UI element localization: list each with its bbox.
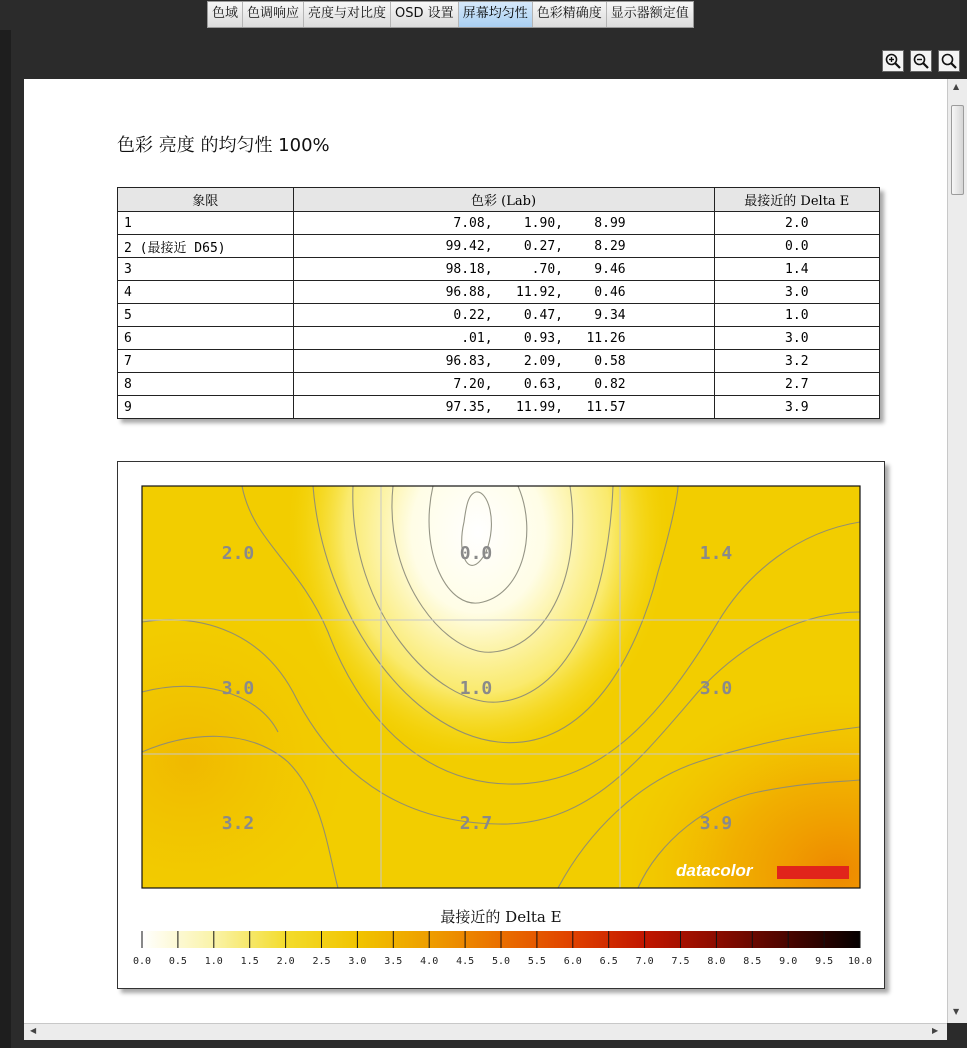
scale-tick-label: 4.5 (456, 956, 475, 967)
scale-title: 最接近的 Delta E (440, 908, 562, 926)
cell-value-label: 3.0 (699, 678, 733, 699)
top-bar (0, 0, 967, 30)
scale-tick-label: 5.0 (491, 956, 511, 967)
scale-tick-label: 4.0 (420, 956, 439, 967)
cell-lab: .01, 0.93, 11.26 (293, 327, 714, 350)
zoom-fit-button[interactable] (938, 50, 960, 72)
cell-quadrant: 5 (118, 304, 294, 327)
tab-2[interactable]: 亮度与对比度 (304, 2, 391, 27)
cell-lab: 7.20, 0.63, 0.82 (293, 373, 714, 396)
col-delta-header: 最接近的 Delta E (714, 188, 879, 212)
scroll-right-icon[interactable]: ▶ (932, 1026, 939, 1035)
tab-4[interactable]: 屏幕均匀性 (459, 2, 533, 27)
zoom-toolbar (882, 50, 960, 72)
table-row (118, 396, 880, 419)
table-row (118, 281, 880, 304)
cell-lab: 7.08, 1.90, 8.99 (293, 212, 714, 235)
cell-lab: 96.88, 11.92, 0.46 (293, 281, 714, 304)
cell-value-label: 3.2 (221, 813, 255, 834)
zoom-out-icon (913, 53, 929, 69)
tab-0[interactable]: 色域 (208, 2, 243, 27)
scale-tick-label: 10.0 (847, 956, 873, 967)
quadrant-table (117, 187, 880, 419)
cell-quadrant: 9 (118, 396, 294, 419)
scale-tick-label: 6.0 (563, 956, 582, 967)
page-title: 色彩 亮度 的均匀性 100% (117, 135, 330, 156)
cell-quadrant: 6 (118, 327, 294, 350)
vertical-scroll-thumb[interactable] (951, 105, 964, 195)
cell-quadrant: 4 (118, 281, 294, 304)
scroll-up-icon[interactable]: ▲ (953, 82, 960, 91)
cell-quadrant: 2 (最接近 D65) (118, 235, 294, 258)
cell-quadrant: 7 (118, 350, 294, 373)
scale-tick-label: 2.0 (276, 956, 295, 967)
table-row (118, 258, 880, 281)
tab-6[interactable]: 显示器额定值 (607, 2, 693, 27)
cell-lab: 96.83, 2.09, 0.58 (293, 350, 714, 373)
cell-delta: 2.0 (714, 212, 879, 235)
scale-tick-label: 0.0 (132, 956, 152, 967)
zoom-out-button[interactable] (910, 50, 932, 72)
scale-tick-label: 8.0 (707, 956, 726, 967)
scale-tick-label: 9.0 (779, 956, 798, 967)
tab-5[interactable]: 色彩精确度 (533, 2, 607, 27)
report-panel (24, 79, 947, 1023)
cell-value-label: 1.4 (699, 543, 733, 564)
scale-tick-label: 6.5 (599, 956, 618, 967)
cell-quadrant: 3 (118, 258, 294, 281)
cell-lab: 99.42, 0.27, 8.29 (293, 235, 714, 258)
datacolor-logo: datacolor (676, 861, 753, 880)
cell-quadrant: 8 (118, 373, 294, 396)
scale-tick-label: 5.5 (527, 956, 546, 967)
cell-value-label: 1.0 (459, 678, 493, 699)
table-row (118, 373, 880, 396)
zoom-fit-icon (941, 53, 957, 69)
cell-value-label: 3.0 (221, 678, 255, 699)
table-row (118, 304, 880, 327)
scale-tick-label: 2.5 (312, 956, 331, 967)
scroll-left-icon[interactable]: ◀ (30, 1026, 37, 1035)
cell-value-label: 0.0 (459, 543, 493, 564)
zoom-in-button[interactable] (882, 50, 904, 72)
cell-delta: 1.0 (714, 304, 879, 327)
uniformity-chart (117, 461, 885, 989)
cell-value-label: 3.9 (699, 813, 733, 834)
cell-delta: 3.0 (714, 281, 879, 304)
cell-delta: 0.0 (714, 235, 879, 258)
tab-3[interactable]: OSD 设置 (391, 2, 459, 27)
table-row (118, 235, 880, 258)
tab-1[interactable]: 色调响应 (243, 2, 304, 27)
cell-quadrant: 1 (118, 212, 294, 235)
col-lab-header: 色彩 (Lab) (293, 188, 714, 212)
scale-tick-label: 3.0 (348, 956, 367, 967)
left-strip (0, 30, 11, 1048)
scale-tick-label: 7.5 (671, 956, 690, 967)
zoom-in-icon (885, 53, 901, 69)
scale-tick-label: 8.5 (743, 956, 762, 967)
scale-tick-label: 7.0 (635, 956, 654, 967)
col-quadrant-header: 象限 (118, 188, 294, 212)
cell-lab: 0.22, 0.47, 9.34 (293, 304, 714, 327)
vertical-scrollbar[interactable] (947, 79, 967, 1023)
scale-tick-label: 3.5 (384, 956, 403, 967)
cell-delta: 1.4 (714, 258, 879, 281)
cell-delta: 3.2 (714, 350, 879, 373)
datacolor-logo-bar (777, 866, 849, 879)
cell-value-label: 2.7 (459, 813, 493, 834)
table-row (118, 350, 880, 373)
cell-delta: 3.9 (714, 396, 879, 419)
cell-lab: 98.18, .70, 9.46 (293, 258, 714, 281)
cell-lab: 97.35, 11.99, 11.57 (293, 396, 714, 419)
cell-delta: 2.7 (714, 373, 879, 396)
report-tabs (207, 1, 694, 28)
scale-tick-label: 1.0 (204, 956, 223, 967)
horizontal-scrollbar[interactable] (24, 1023, 947, 1040)
uniformity-chart-svg (118, 462, 884, 988)
cell-delta: 3.0 (714, 327, 879, 350)
cell-value-label: 2.0 (221, 543, 255, 564)
scroll-down-icon[interactable]: ▼ (953, 1007, 960, 1016)
scale-tick-label: 0.5 (168, 956, 187, 967)
scale-tick-label: 9.5 (815, 956, 834, 967)
table-row (118, 327, 880, 350)
table-row (118, 212, 880, 235)
scale-tick-label: 1.5 (240, 956, 259, 967)
